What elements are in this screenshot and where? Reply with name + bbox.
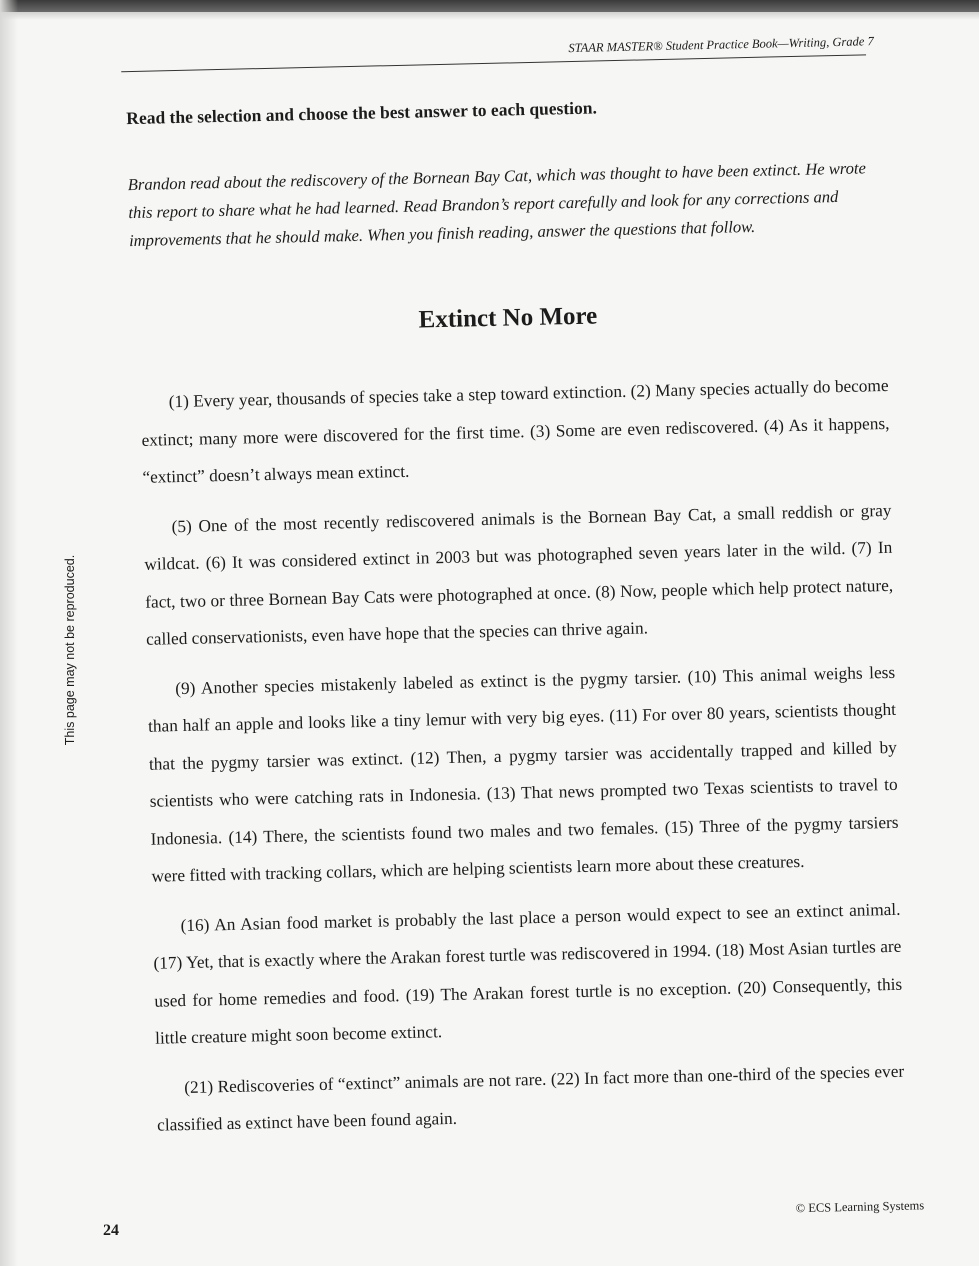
page-number: 24	[103, 1222, 119, 1239]
paragraph: (21) Rediscoveries of “extinct” animals are not rare. (22) In fact more than one-third of the species ever classified as extinct have been found again.	[156, 1061, 905, 1135]
article-title: Extinct No More	[418, 302, 598, 334]
copyright: © ECS Learning Systems	[795, 1198, 925, 1216]
paragraph: (9) Another species mistakenly labeled as extinct is the pygmy tarsier. (10) This animal weighs less than half an apple and looks like a tiny lemur with very big eyes. (11) For over 80 years, scientists thought that the pygmy tarsier was extinct. (12) Then, a pygmy tarsier was accidentally trapped and killed by scientists who were catching rats in Indonesia. (13) That news prompted two Texas scientists to travel to Indonesia. (14) There, the scientists found two males and two females. (15) Three of the pygmy tarsiers were fitted with tracking collars, which are helping scientists learn more about these creatures.	[147, 662, 899, 886]
paragraph: (16) An Asian food market is probably the last place a person would expect to see an extinct animal. (17) Yet, that is exactly where the Arakan forest turtle was rediscovered in 1994. (18) Most Asian turtles are used for home remedies and food. (19) The Arakan forest turtle is no exception. (20) Consequently, this little creature might soon become extinct.	[153, 899, 903, 1048]
instructions: Read the selection and choose the best answer to each question.	[126, 97, 598, 129]
article-body	[140, 367, 905, 1156]
header-rule	[121, 54, 866, 72]
paragraph: (1) Every year, thousands of species take a step toward extinction. (2) Many species actually do become extinct; many more were discovered for the first time. (3) Some are even rediscovered. (4) As it happens, “extinct” doesn’t always mean extinct.	[141, 375, 890, 487]
reproduction-notice: This page may not be reproduced.	[63, 554, 77, 746]
paragraph: (5) One of the most recently rediscovered animals is the Bornean Bay Cat, a small reddish or gray wildcat. (6) It was considered extinct in 2003 but was photographed seven years later in the wild. (7) In fact, two or three Bornean Bay Cats were photographed at once. (8) Now, people which help protect nature, called conservationists, even have hope that the species can thrive again.	[144, 500, 894, 649]
intro-text: Brandon read about the rediscovery of the Bornean Bay Cat, which was thought to have been extinct. He wrote this report to share what he had learned. Read Brandon’s report carefully and look for any corrections and improvements that he should make. When you finish reading, answer the questions that follow.	[127, 158, 867, 251]
running-head: STAAR MASTER® Student Practice Book—Writing, Grade 7	[568, 34, 874, 56]
